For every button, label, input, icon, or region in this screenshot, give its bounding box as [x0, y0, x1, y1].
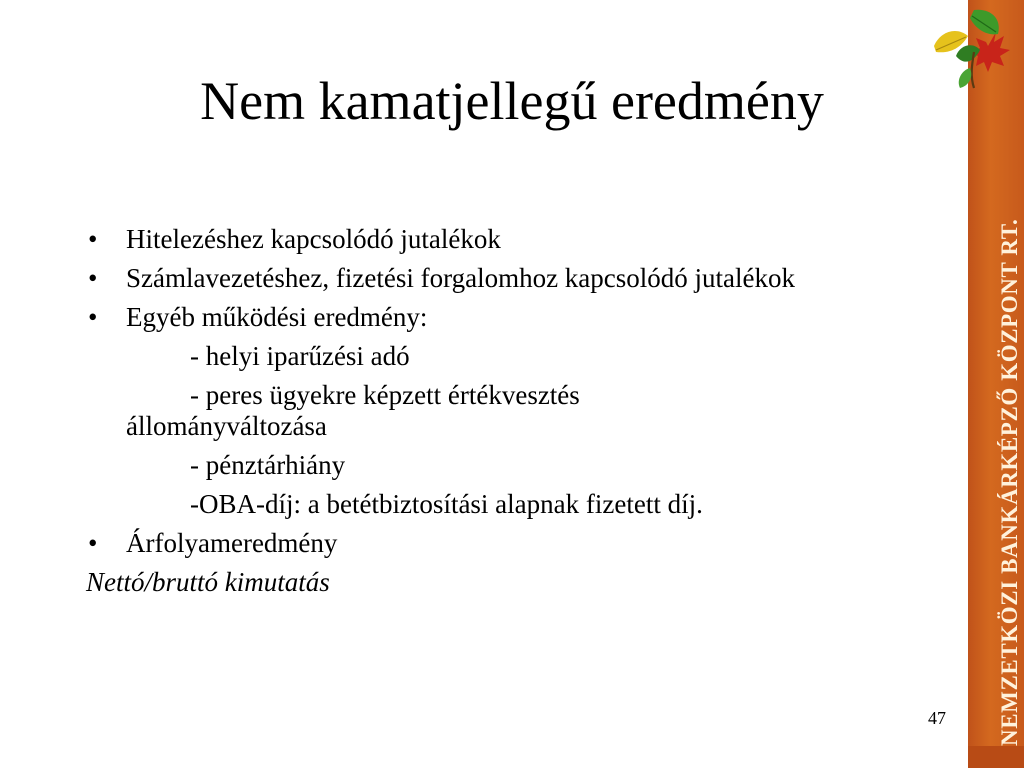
- side-band-text: NEMZETKÖZI BANKÁRKÉPZŐ KÖZPONT RT.: [997, 218, 1022, 746]
- sub-item: [86, 489, 946, 520]
- sub-item: [86, 380, 946, 442]
- sub-item-text-continued: állományváltozása: [126, 411, 327, 441]
- bullet-text: Árfolyameredmény: [126, 528, 338, 558]
- slide-content: [86, 224, 946, 598]
- bullet-dot-icon: •: [88, 224, 98, 254]
- sub-item-text: - peres ügyekre képzett értékvesztés: [190, 380, 580, 410]
- bullet-dot-icon: •: [88, 302, 98, 332]
- bullet-dot-icon: •: [88, 528, 98, 558]
- bullet-text: Számlavezetéshez, fizetési forgalomhoz kapcsolódó jutalékok: [126, 263, 796, 293]
- sub-item: [86, 341, 946, 372]
- bullet-text: Egyéb működési eredmény:: [126, 302, 428, 332]
- bullet-item: [86, 224, 946, 255]
- slide-title: Nem kamatjellegű eredmény: [200, 71, 824, 131]
- bullet-dot-icon: •: [88, 263, 98, 293]
- sub-item-text: - helyi iparűzési adó: [190, 341, 410, 371]
- sub-item-text: - pénztárhiány: [190, 450, 346, 480]
- sub-item: [86, 450, 946, 481]
- side-band-bottom-strip: [968, 746, 1024, 768]
- page-number: 47: [928, 708, 946, 728]
- leaves-logo-icon: [930, 6, 1010, 90]
- bullet-item: [86, 528, 946, 559]
- bullet-text: Hitelezéshez kapcsolódó jutalékok: [126, 224, 501, 254]
- italic-note: Nettó/bruttó kimutatás: [86, 567, 330, 597]
- sub-item-text: -OBA-díj: a betétbiztosítási alapnak fizetett díj.: [190, 489, 703, 519]
- bullet-item: [86, 302, 946, 333]
- bullet-item: [86, 263, 946, 294]
